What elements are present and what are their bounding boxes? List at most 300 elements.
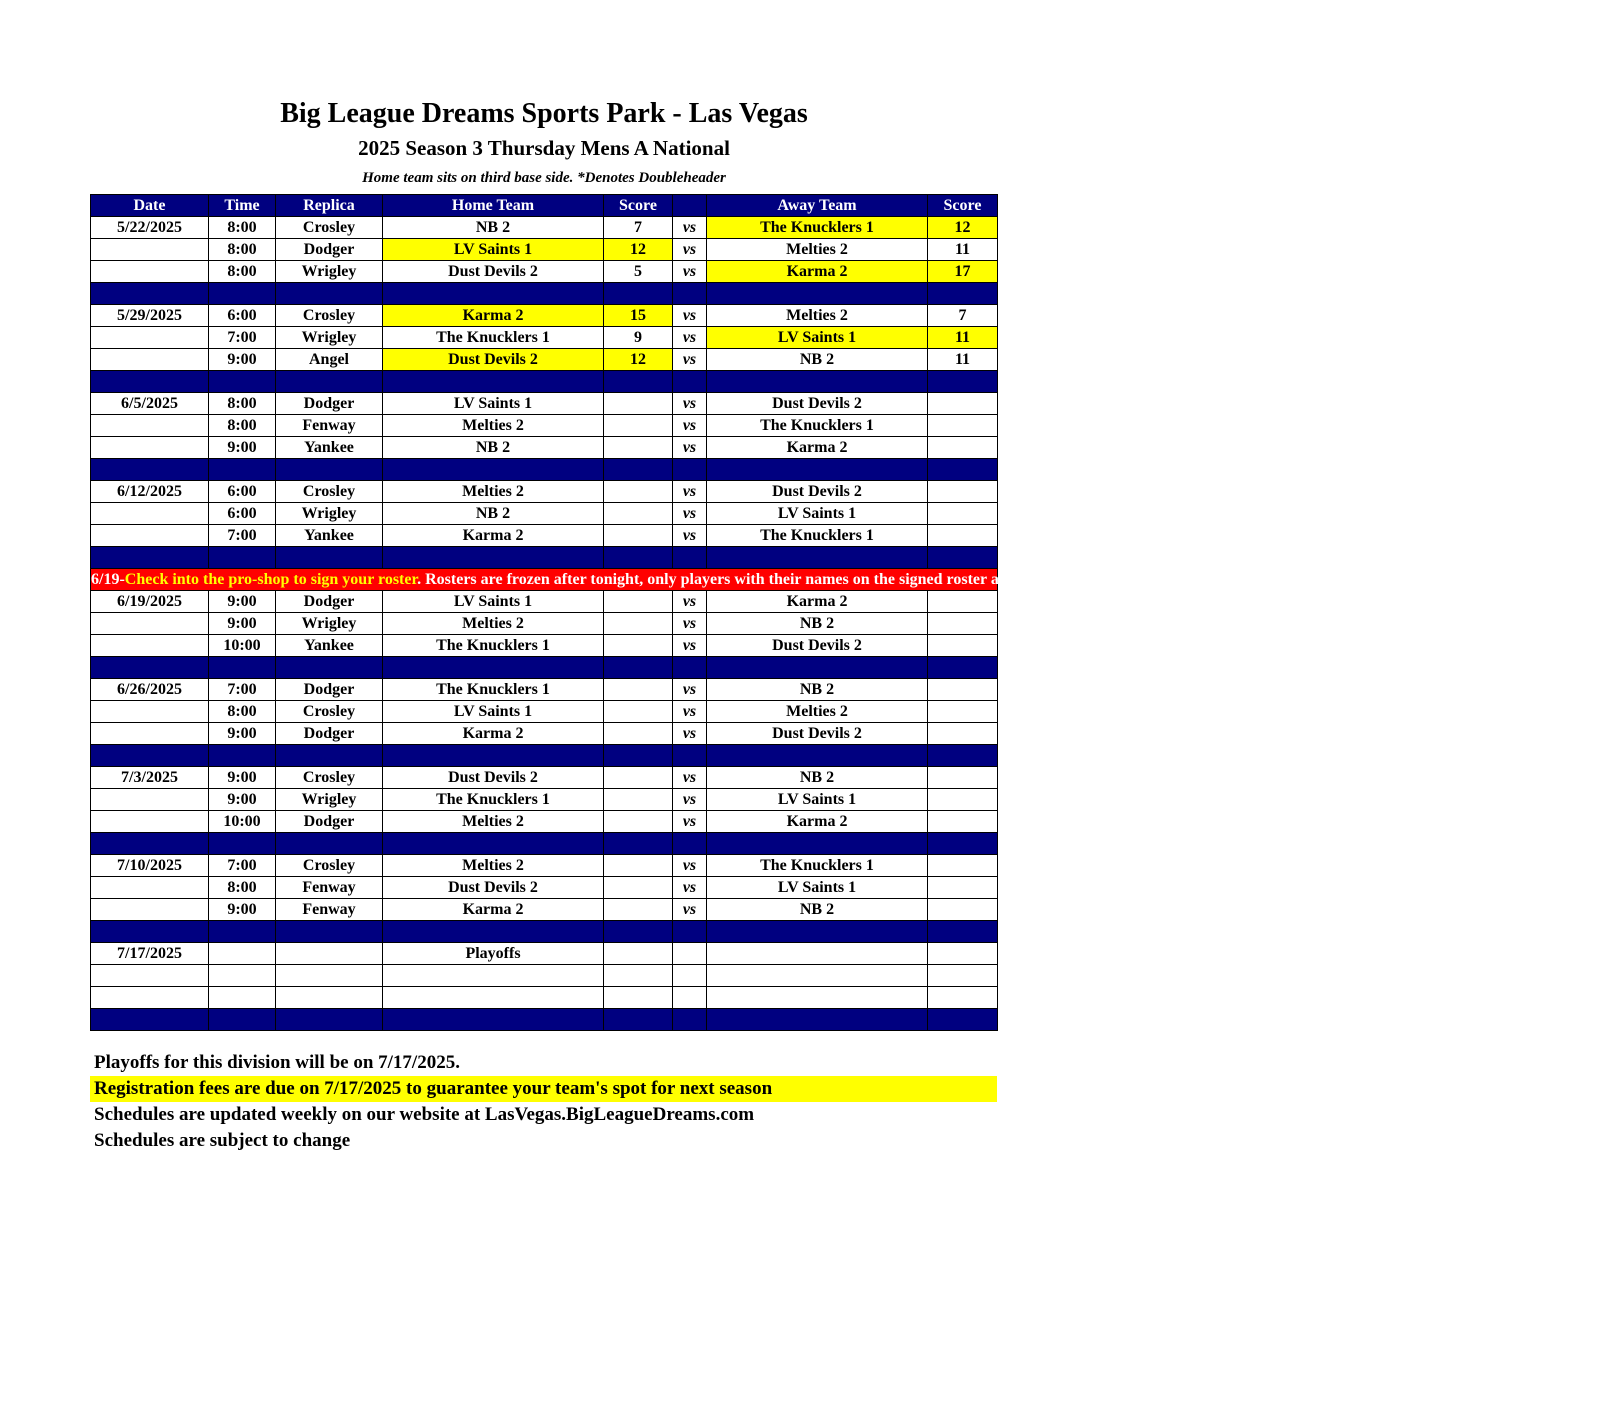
separator-cell bbox=[604, 1009, 673, 1031]
home-team-cell: Karma 2 bbox=[383, 723, 604, 745]
away-team-cell: Karma 2 bbox=[707, 811, 928, 833]
week-separator-row bbox=[91, 283, 998, 305]
vs-cell: vs bbox=[673, 899, 707, 921]
week-separator-row bbox=[91, 745, 998, 767]
table-row bbox=[91, 239, 998, 261]
table-row bbox=[91, 789, 998, 811]
date-cell bbox=[91, 415, 209, 437]
field-cell: Crosley bbox=[276, 305, 383, 327]
home-score-cell bbox=[604, 877, 673, 899]
table-row bbox=[91, 503, 998, 525]
date-cell: 7/3/2025 bbox=[91, 767, 209, 789]
table-row bbox=[91, 613, 998, 635]
time-cell: 6:00 bbox=[209, 481, 276, 503]
home-score-cell: 5 bbox=[604, 261, 673, 283]
field-cell: Wrigley bbox=[276, 613, 383, 635]
date-cell bbox=[91, 613, 209, 635]
col-header-away-team: Away Team bbox=[707, 195, 928, 217]
separator-cell bbox=[604, 921, 673, 943]
separator-cell bbox=[276, 657, 383, 679]
separator-cell bbox=[604, 371, 673, 393]
table-row bbox=[91, 899, 998, 921]
vs-cell: vs bbox=[673, 261, 707, 283]
table-row bbox=[91, 767, 998, 789]
date-cell bbox=[91, 965, 209, 987]
home-team-cell: Karma 2 bbox=[383, 899, 604, 921]
date-cell bbox=[91, 899, 209, 921]
home-score-cell bbox=[604, 789, 673, 811]
away-score-cell: 17 bbox=[928, 261, 998, 283]
away-score-cell bbox=[928, 899, 998, 921]
date-cell bbox=[91, 635, 209, 657]
time-cell: 7:00 bbox=[209, 327, 276, 349]
table-row bbox=[91, 987, 998, 1009]
away-score-cell: 11 bbox=[928, 327, 998, 349]
away-score-cell bbox=[928, 437, 998, 459]
time-cell: 8:00 bbox=[209, 701, 276, 723]
table-row bbox=[91, 437, 998, 459]
vs-cell: vs bbox=[673, 767, 707, 789]
separator-cell bbox=[604, 833, 673, 855]
separator-cell bbox=[276, 745, 383, 767]
home-score-cell bbox=[604, 701, 673, 723]
separator-cell bbox=[707, 459, 928, 481]
separator-cell bbox=[383, 921, 604, 943]
home-score-cell bbox=[604, 767, 673, 789]
home-team-cell: Melties 2 bbox=[383, 481, 604, 503]
table-row bbox=[91, 811, 998, 833]
home-score-cell bbox=[604, 415, 673, 437]
time-cell: 9:00 bbox=[209, 591, 276, 613]
field-cell bbox=[276, 943, 383, 965]
separator-cell bbox=[604, 283, 673, 305]
separator-cell bbox=[91, 547, 209, 569]
away-score-cell bbox=[928, 503, 998, 525]
date-cell bbox=[91, 723, 209, 745]
date-cell bbox=[91, 327, 209, 349]
separator-cell bbox=[276, 459, 383, 481]
table-row bbox=[91, 701, 998, 723]
table-row bbox=[91, 943, 998, 965]
time-cell: 7:00 bbox=[209, 679, 276, 701]
home-score-cell bbox=[604, 679, 673, 701]
time-cell: 10:00 bbox=[209, 811, 276, 833]
home-team-cell: NB 2 bbox=[383, 437, 604, 459]
time-cell: 9:00 bbox=[209, 349, 276, 371]
table-row bbox=[91, 525, 998, 547]
vs-cell: vs bbox=[673, 613, 707, 635]
vs-cell: vs bbox=[673, 679, 707, 701]
vs-cell: vs bbox=[673, 591, 707, 613]
week-separator-row bbox=[91, 833, 998, 855]
away-team-cell: LV Saints 1 bbox=[707, 877, 928, 899]
separator-cell bbox=[276, 921, 383, 943]
away-score-cell bbox=[928, 415, 998, 437]
away-score-cell: 11 bbox=[928, 239, 998, 261]
time-cell: 8:00 bbox=[209, 217, 276, 239]
date-cell: 6/26/2025 bbox=[91, 679, 209, 701]
away-team-cell: Melties 2 bbox=[707, 239, 928, 261]
page-subtitle: 2025 Season 3 Thursday Mens A National bbox=[358, 136, 730, 160]
away-score-cell: 11 bbox=[928, 349, 998, 371]
field-cell: Crosley bbox=[276, 767, 383, 789]
away-score-cell bbox=[928, 767, 998, 789]
separator-cell bbox=[276, 833, 383, 855]
table-row bbox=[91, 393, 998, 415]
home-score-cell bbox=[604, 943, 673, 965]
home-team-cell: LV Saints 1 bbox=[383, 701, 604, 723]
separator-cell bbox=[276, 547, 383, 569]
separator-cell bbox=[928, 657, 998, 679]
separator-cell bbox=[928, 1009, 998, 1031]
time-cell bbox=[209, 965, 276, 987]
vs-cell: vs bbox=[673, 305, 707, 327]
time-cell: 9:00 bbox=[209, 767, 276, 789]
date-cell: 6/12/2025 bbox=[91, 481, 209, 503]
table-row bbox=[91, 481, 998, 503]
separator-cell bbox=[91, 921, 209, 943]
home-team-cell: Dust Devils 2 bbox=[383, 767, 604, 789]
home-score-cell bbox=[604, 481, 673, 503]
away-score-cell bbox=[928, 877, 998, 899]
away-score-cell bbox=[928, 943, 998, 965]
vs-cell bbox=[673, 987, 707, 1009]
vs-cell bbox=[673, 943, 707, 965]
table-row bbox=[91, 415, 998, 437]
field-cell: Dodger bbox=[276, 591, 383, 613]
date-cell bbox=[91, 349, 209, 371]
vs-cell: vs bbox=[673, 393, 707, 415]
home-score-cell bbox=[604, 613, 673, 635]
away-score-cell bbox=[928, 701, 998, 723]
home-score-cell: 12 bbox=[604, 239, 673, 261]
table-row bbox=[91, 327, 998, 349]
vs-cell bbox=[673, 965, 707, 987]
home-score-cell bbox=[604, 591, 673, 613]
table-row bbox=[91, 305, 998, 327]
field-cell bbox=[276, 965, 383, 987]
separator-cell bbox=[673, 459, 707, 481]
separator-cell bbox=[928, 547, 998, 569]
away-team-cell: Melties 2 bbox=[707, 305, 928, 327]
separator-cell bbox=[276, 371, 383, 393]
away-team-cell: Dust Devils 2 bbox=[707, 635, 928, 657]
footer-registration-note: Registration fees are due on 7/17/2025 to guarantee your team's spot for next season bbox=[90, 1076, 997, 1102]
home-score-cell bbox=[604, 525, 673, 547]
separator-cell bbox=[91, 371, 209, 393]
separator-cell bbox=[707, 1009, 928, 1031]
vs-cell: vs bbox=[673, 525, 707, 547]
vs-cell: vs bbox=[673, 635, 707, 657]
separator-cell bbox=[209, 1009, 276, 1031]
home-team-cell: Melties 2 bbox=[383, 415, 604, 437]
home-team-cell: The Knucklers 1 bbox=[383, 679, 604, 701]
field-cell: Yankee bbox=[276, 437, 383, 459]
vs-cell: vs bbox=[673, 503, 707, 525]
footer-website-note: Schedules are updated weekly on our website at LasVegas.BigLeagueDreams.com bbox=[94, 1104, 755, 1125]
table-row bbox=[91, 591, 998, 613]
time-cell: 8:00 bbox=[209, 393, 276, 415]
home-score-cell bbox=[604, 899, 673, 921]
field-cell: Wrigley bbox=[276, 327, 383, 349]
separator-cell bbox=[209, 657, 276, 679]
date-cell bbox=[91, 437, 209, 459]
home-score-cell: 12 bbox=[604, 349, 673, 371]
field-cell: Angel bbox=[276, 349, 383, 371]
home-score-cell bbox=[604, 503, 673, 525]
away-score-cell bbox=[928, 525, 998, 547]
field-cell bbox=[276, 987, 383, 1009]
home-team-cell: Melties 2 bbox=[383, 811, 604, 833]
time-cell bbox=[209, 943, 276, 965]
vs-cell: vs bbox=[673, 789, 707, 811]
separator-cell bbox=[209, 371, 276, 393]
col-header-home-team: Home Team bbox=[383, 195, 604, 217]
date-cell bbox=[91, 789, 209, 811]
away-team-cell bbox=[707, 965, 928, 987]
home-team-cell: The Knucklers 1 bbox=[383, 789, 604, 811]
away-team-cell: NB 2 bbox=[707, 613, 928, 635]
separator-cell bbox=[91, 745, 209, 767]
field-cell: Dodger bbox=[276, 811, 383, 833]
table-row bbox=[91, 877, 998, 899]
away-score-cell bbox=[928, 965, 998, 987]
away-score-cell: 12 bbox=[928, 217, 998, 239]
date-cell: 5/22/2025 bbox=[91, 217, 209, 239]
separator-cell bbox=[604, 745, 673, 767]
time-cell: 9:00 bbox=[209, 789, 276, 811]
away-team-cell: NB 2 bbox=[707, 767, 928, 789]
away-team-cell: The Knucklers 1 bbox=[707, 855, 928, 877]
home-team-cell: Dust Devils 2 bbox=[383, 349, 604, 371]
schedule-table bbox=[90, 194, 1597, 1031]
separator-cell bbox=[276, 283, 383, 305]
separator-cell bbox=[383, 371, 604, 393]
date-cell: 5/29/2025 bbox=[91, 305, 209, 327]
away-score-cell bbox=[928, 987, 998, 1009]
field-cell: Crosley bbox=[276, 481, 383, 503]
week-separator-row bbox=[91, 371, 998, 393]
col-header-date: Date bbox=[91, 195, 209, 217]
separator-cell bbox=[91, 657, 209, 679]
field-cell: Fenway bbox=[276, 415, 383, 437]
col-header-vs bbox=[673, 195, 707, 217]
time-cell: 8:00 bbox=[209, 239, 276, 261]
table-row bbox=[91, 723, 998, 745]
table-row bbox=[91, 635, 998, 657]
field-cell: Dodger bbox=[276, 679, 383, 701]
home-team-cell bbox=[383, 987, 604, 1009]
roster-notice-row bbox=[91, 569, 998, 591]
separator-cell bbox=[707, 371, 928, 393]
vs-cell: vs bbox=[673, 723, 707, 745]
separator-cell bbox=[673, 371, 707, 393]
table-row bbox=[91, 855, 998, 877]
notice-text: . Rosters are frozen after tonight, only players with their names on the signed roster are eligible for playoffs. Please check carefully as changes will not be made for omissions. bbox=[417, 570, 1597, 588]
away-score-cell bbox=[928, 591, 998, 613]
field-cell: Wrigley bbox=[276, 789, 383, 811]
vs-cell: vs bbox=[673, 701, 707, 723]
field-cell: Dodger bbox=[276, 723, 383, 745]
time-cell: 9:00 bbox=[209, 899, 276, 921]
separator-cell bbox=[209, 745, 276, 767]
away-team-cell: NB 2 bbox=[707, 679, 928, 701]
date-cell: 6/19/2025 bbox=[91, 591, 209, 613]
col-header-time: Time bbox=[209, 195, 276, 217]
vs-cell: vs bbox=[673, 349, 707, 371]
field-cell: Crosley bbox=[276, 855, 383, 877]
home-score-cell: 9 bbox=[604, 327, 673, 349]
time-cell: 7:00 bbox=[209, 525, 276, 547]
separator-cell bbox=[673, 657, 707, 679]
home-team-cell: Dust Devils 2 bbox=[383, 261, 604, 283]
separator-cell bbox=[928, 745, 998, 767]
separator-cell bbox=[383, 745, 604, 767]
separator-cell bbox=[209, 833, 276, 855]
table-row bbox=[91, 349, 998, 371]
away-team-cell: Karma 2 bbox=[707, 437, 928, 459]
week-separator-row bbox=[91, 1009, 998, 1031]
home-team-cell: NB 2 bbox=[383, 217, 604, 239]
away-team-cell: The Knucklers 1 bbox=[707, 217, 928, 239]
week-separator-row bbox=[91, 459, 998, 481]
time-cell: 7:00 bbox=[209, 855, 276, 877]
week-separator-row bbox=[91, 921, 998, 943]
separator-cell bbox=[604, 459, 673, 481]
home-team-cell: The Knucklers 1 bbox=[383, 635, 604, 657]
separator-cell bbox=[673, 1009, 707, 1031]
vs-cell: vs bbox=[673, 327, 707, 349]
separator-cell bbox=[928, 283, 998, 305]
schedule-note: Home team sits on third base side. *Denotes Doubleheader bbox=[362, 170, 726, 186]
field-cell: Dodger bbox=[276, 239, 383, 261]
field-cell: Crosley bbox=[276, 701, 383, 723]
home-team-cell: Melties 2 bbox=[383, 613, 604, 635]
field-cell: Fenway bbox=[276, 899, 383, 921]
date-cell bbox=[91, 987, 209, 1009]
home-score-cell bbox=[604, 965, 673, 987]
separator-cell bbox=[604, 657, 673, 679]
page-title: Big League Dreams Sports Park - Las Vegas bbox=[280, 98, 808, 129]
vs-cell: vs bbox=[673, 481, 707, 503]
footer-change-note: Schedules are subject to change bbox=[94, 1130, 351, 1151]
home-score-cell: 15 bbox=[604, 305, 673, 327]
table-row bbox=[91, 217, 998, 239]
vs-cell: vs bbox=[673, 811, 707, 833]
away-score-cell bbox=[928, 789, 998, 811]
home-team-cell: Karma 2 bbox=[383, 525, 604, 547]
away-team-cell: LV Saints 1 bbox=[707, 503, 928, 525]
home-score-cell bbox=[604, 723, 673, 745]
separator-cell bbox=[604, 547, 673, 569]
field-cell: Yankee bbox=[276, 525, 383, 547]
separator-cell bbox=[383, 833, 604, 855]
field-cell: Fenway bbox=[276, 877, 383, 899]
home-team-cell: LV Saints 1 bbox=[383, 393, 604, 415]
separator-cell bbox=[928, 371, 998, 393]
separator-cell bbox=[707, 283, 928, 305]
away-score-cell bbox=[928, 679, 998, 701]
time-cell bbox=[209, 987, 276, 1009]
away-team-cell bbox=[707, 987, 928, 1009]
notice-highlight: Check into the pro-shop to sign your roster bbox=[124, 570, 418, 588]
away-score-cell bbox=[928, 855, 998, 877]
home-team-cell: Dust Devils 2 bbox=[383, 877, 604, 899]
time-cell: 6:00 bbox=[209, 503, 276, 525]
date-cell: 6/5/2025 bbox=[91, 393, 209, 415]
home-team-cell: The Knucklers 1 bbox=[383, 327, 604, 349]
away-team-cell: LV Saints 1 bbox=[707, 327, 928, 349]
separator-cell bbox=[673, 745, 707, 767]
vs-cell: vs bbox=[673, 437, 707, 459]
home-team-cell: NB 2 bbox=[383, 503, 604, 525]
separator-cell bbox=[673, 547, 707, 569]
home-score-cell bbox=[604, 437, 673, 459]
vs-cell: vs bbox=[673, 217, 707, 239]
separator-cell bbox=[91, 1009, 209, 1031]
separator-cell bbox=[276, 1009, 383, 1031]
home-score-cell bbox=[604, 635, 673, 657]
field-cell: Dodger bbox=[276, 393, 383, 415]
time-cell: 8:00 bbox=[209, 415, 276, 437]
field-cell: Crosley bbox=[276, 217, 383, 239]
away-team-cell bbox=[707, 943, 928, 965]
home-team-cell: Melties 2 bbox=[383, 855, 604, 877]
separator-cell bbox=[209, 283, 276, 305]
separator-cell bbox=[928, 833, 998, 855]
away-score-cell bbox=[928, 723, 998, 745]
date-cell bbox=[91, 811, 209, 833]
date-cell: 7/17/2025 bbox=[91, 943, 209, 965]
separator-cell bbox=[928, 459, 998, 481]
date-cell bbox=[91, 261, 209, 283]
col-header-replica: Replica bbox=[276, 195, 383, 217]
away-score-cell bbox=[928, 613, 998, 635]
date-cell: 7/10/2025 bbox=[91, 855, 209, 877]
away-team-cell: Dust Devils 2 bbox=[707, 393, 928, 415]
away-score-cell: 7 bbox=[928, 305, 998, 327]
away-score-cell bbox=[928, 393, 998, 415]
home-score-cell bbox=[604, 987, 673, 1009]
separator-cell bbox=[707, 921, 928, 943]
date-cell bbox=[91, 239, 209, 261]
vs-cell: vs bbox=[673, 239, 707, 261]
separator-cell bbox=[383, 283, 604, 305]
col-header-away-score: Score bbox=[928, 195, 998, 217]
home-score-cell bbox=[604, 855, 673, 877]
away-team-cell: NB 2 bbox=[707, 349, 928, 371]
separator-cell bbox=[673, 921, 707, 943]
away-team-cell: Karma 2 bbox=[707, 261, 928, 283]
home-team-cell: Karma 2 bbox=[383, 305, 604, 327]
separator-cell bbox=[383, 1009, 604, 1031]
col-header-home-score: Score bbox=[604, 195, 673, 217]
separator-cell bbox=[707, 547, 928, 569]
time-cell: 10:00 bbox=[209, 635, 276, 657]
week-separator-row bbox=[91, 547, 998, 569]
home-score-cell bbox=[604, 811, 673, 833]
field-cell: Wrigley bbox=[276, 261, 383, 283]
separator-cell bbox=[673, 833, 707, 855]
date-cell bbox=[91, 525, 209, 547]
separator-cell bbox=[209, 547, 276, 569]
roster-notice bbox=[91, 569, 1597, 591]
away-score-cell bbox=[928, 635, 998, 657]
home-score-cell: 7 bbox=[604, 217, 673, 239]
date-cell bbox=[91, 503, 209, 525]
away-team-cell: The Knucklers 1 bbox=[707, 525, 928, 547]
time-cell: 9:00 bbox=[209, 437, 276, 459]
